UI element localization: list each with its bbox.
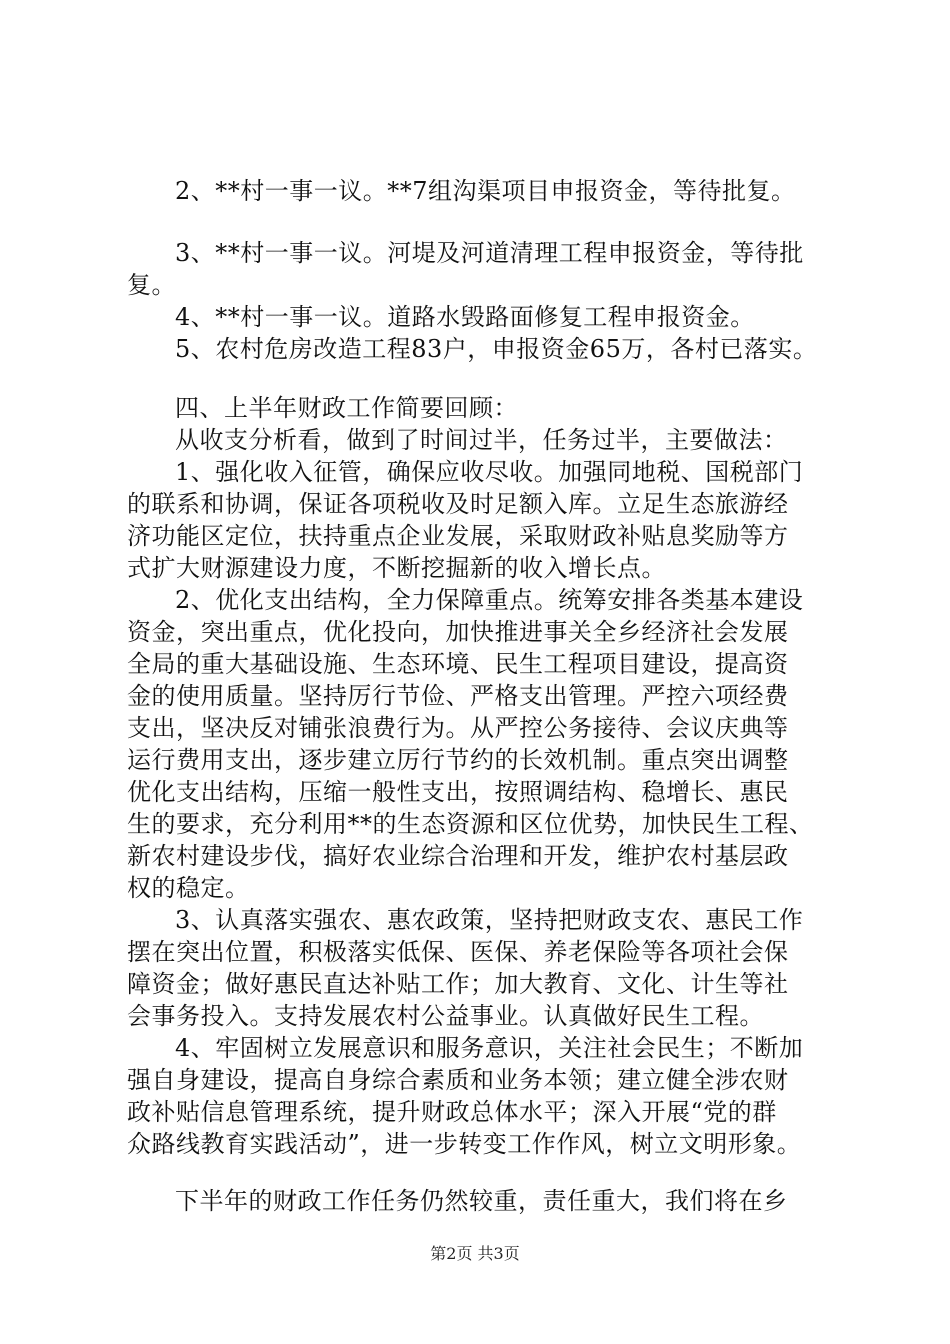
paragraph-2-line: 生的要求，充分利用**的生态资源和区位优势，加快民生工程、	[127, 810, 814, 838]
paragraph-3-line: 3、认真落实强农、惠农政策，坚持把财政支农、惠民工作	[175, 906, 804, 934]
paragraph-1-line: 式扩大财源建设力度，不断挖掘新的收入增长点。	[127, 554, 666, 582]
paragraph-1-line: 1、强化收入征管，确保应收尽收。加强同地税、国税部门	[175, 458, 804, 486]
project-item-2: 2、**村一事一议。**7组沟渠项目申报资金，等待批复。	[175, 177, 796, 205]
paragraph-2-line: 全局的重大基础设施、生态环境、民生工程项目建设，提高资	[127, 650, 789, 678]
project-item-3-line-2: 复。	[127, 271, 176, 299]
paragraph-1-line: 的联系和协调，保证各项税收及时足额入库。立足生态旅游经	[127, 490, 789, 518]
paragraph-3-line: 会事务投入。支持发展农村公益事业。认真做好民生工程。	[127, 1002, 764, 1030]
section-heading: 四、上半年财政工作简要回顾：	[175, 394, 518, 422]
paragraph-2-line: 支出，坚决反对铺张浪费行为。从严控公务接待、会议庆典等	[127, 714, 789, 742]
project-item-5: 5、农村危房改造工程83户，申报资金65万，各村已落实。	[175, 335, 818, 363]
project-item-4: 4、**村一事一议。道路水毁路面修复工程申报资金。	[175, 303, 755, 331]
page-number-footer: 第2页 共3页	[430, 1244, 520, 1263]
paragraph-4-line: 4、牢固树立发展意识和服务意识，关注社会民生；不断加	[175, 1034, 804, 1062]
paragraph-2-line: 运行费用支出，逐步建立厉行节约的长效机制。重点突出调整	[127, 746, 789, 774]
paragraph-2-line: 新农村建设步伐，搞好农业综合治理和开发，维护农村基层政	[127, 842, 789, 870]
paragraph-2-line: 2、优化支出结构，全力保障重点。统筹安排各类基本建设	[175, 586, 804, 614]
paragraph-4-line: 众路线教育实践活动”，进一步转变工作作风，树立文明形象。	[127, 1130, 802, 1158]
section-intro: 从收支分析看，做到了时间过半，任务过半，主要做法：	[175, 426, 788, 454]
paragraph-2-line: 权的稳定。	[127, 874, 250, 902]
paragraph-3-line: 摆在突出位置，积极落实低保、医保、养老保险等各项社会保	[127, 938, 789, 966]
closing-paragraph: 下半年的财政工作任务仍然较重，责任重大，我们将在乡	[175, 1187, 788, 1215]
project-item-3-line-1: 3、**村一事一议。河堤及河道清理工程申报资金，等待批	[175, 239, 804, 267]
paragraph-1-line: 济功能区定位，扶持重点企业发展，采取财政补贴息奖励等方	[127, 522, 789, 550]
paragraph-2-line: 资金，突出重点，优化投向，加快推进事关全乡经济社会发展	[127, 618, 789, 646]
paragraph-2-line: 金的使用质量。坚持厉行节俭、严格支出管理。严控六项经费	[127, 682, 789, 710]
paragraph-3-line: 障资金；做好惠民直达补贴工作；加大教育、文化、计生等社	[127, 970, 789, 998]
paragraph-4-line: 政补贴信息管理系统，提升财政总体水平；深入开展“党的群	[127, 1098, 777, 1126]
paragraph-4-line: 强自身建设，提高自身综合素质和业务本领；建立健全涉农财	[127, 1066, 789, 1094]
paragraph-2-line: 优化支出结构，压缩一般性支出，按照调结构、稳增长、惠民	[127, 778, 789, 806]
